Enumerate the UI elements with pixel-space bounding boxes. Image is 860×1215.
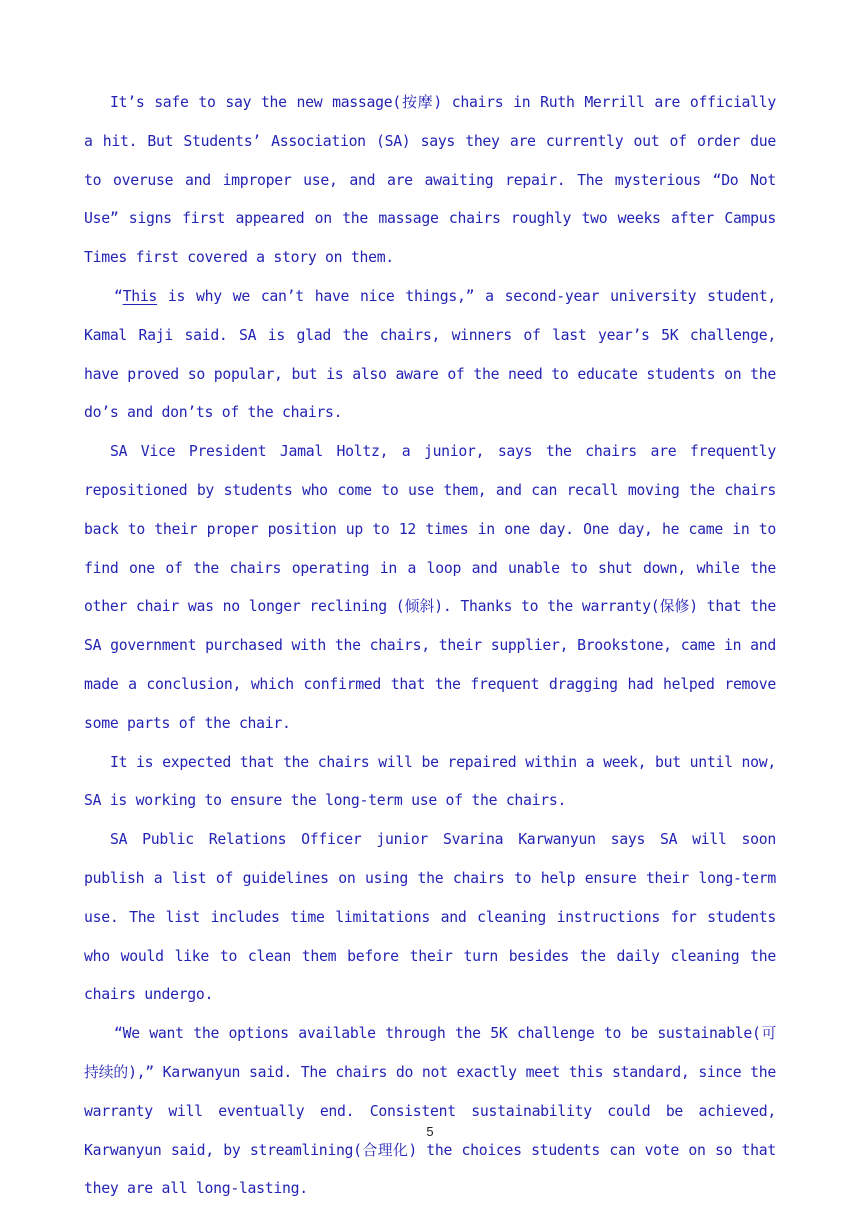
page-number: 5 (426, 1124, 434, 1139)
document-body (84, 84, 776, 1209)
quote-open: “ (114, 287, 123, 305)
paragraph-1: It’s safe to say the new massage(按摩) chairs in Ruth Merrill are officially a hit. But Students’ Association (SA) says they are currently out of order due to overuse and improper use, and are awaiting repair. The mysterious “Do Not Use” signs first appeared on the massage chairs roughly two weeks after Campus Times first covered a story on them. (84, 94, 776, 267)
paragraph-3: SA Vice President Jamal Holtz, a junior, says the chairs are frequently repositioned by students who come to use them, and can recall moving the chairs back to their proper position up to 12 times in one day. One day, he came in to find one of the chairs operating in a loop and unable to shut down, while the other chair was no longer reclining (倾斜). Thanks to the warranty(保修) that the SA government purchased with the chairs, their supplier, Brookstone, came in and made a conclusion, which confirmed that the frequent dragging had helped remove some parts of the chair. (84, 443, 776, 732)
paragraph-5: SA Public Relations Officer junior Svarina Karwanyun says SA will soon publish a list of guidelines on using the chairs to help ensure their long-term use. The list includes time limitations and cleaning instructions for students who would like to clean them before their turn besides the daily cleaning the chairs undergo. (84, 831, 776, 1004)
underlined-word: This (122, 287, 158, 305)
paragraph-2-rest: is why we can’t have nice things,” a second-year university student, Kamal Raji said. SA is glad the chairs, winners of last year’s 5K challenge, have proved so popular, but is also aware of the need to educate students on the do’s and don’ts of the chairs. (84, 287, 776, 422)
paragraph-6: “We want the options available through the 5K challenge to be sustainable(可持续的),” Karwanyun said. The chairs do not exactly meet this standard, since the warranty will eventually end. Consistent sustainability could be achieved, Karwanyun said, by streamlining(合理化) the choices students can vote on so that they are all long-lasting. (84, 1025, 776, 1198)
paragraph-4: It is expected that the chairs will be repaired within a week, but until now, SA is working to ensure the long-term use of the chairs. (84, 753, 776, 810)
paragraph-2 (84, 278, 776, 433)
